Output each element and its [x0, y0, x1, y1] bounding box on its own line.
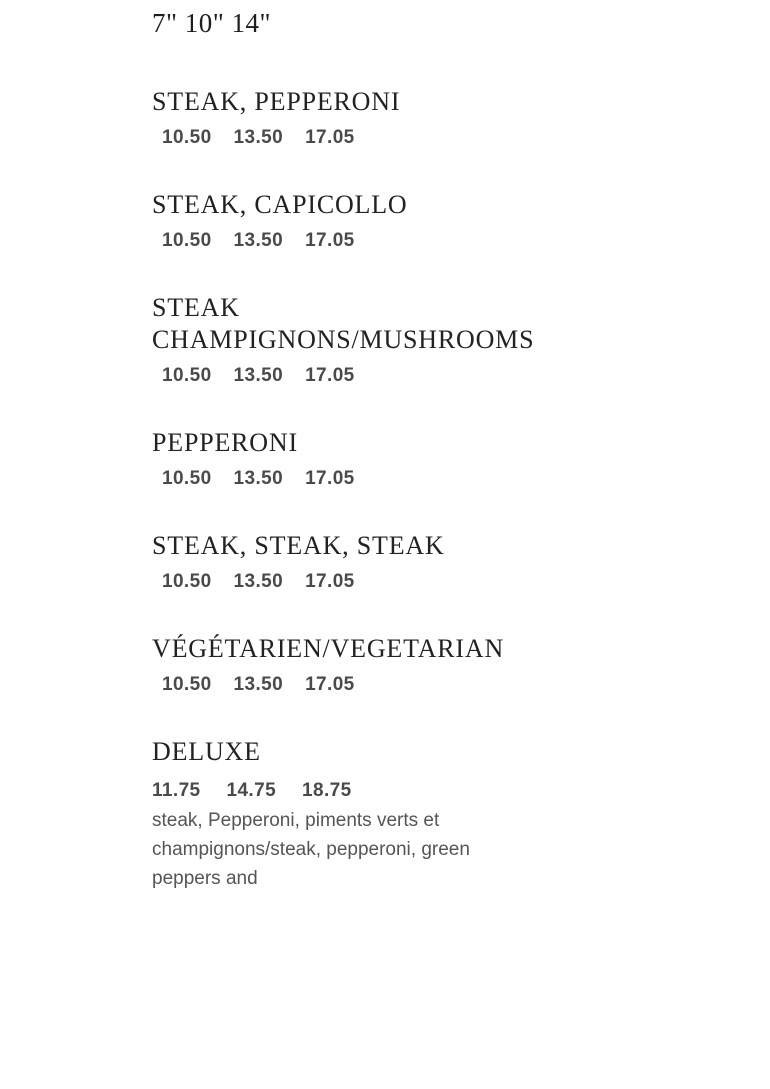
menu-item: [152, 633, 770, 696]
spacer: [152, 387, 770, 427]
spacer: [152, 490, 770, 530]
spacer: [152, 252, 770, 292]
price-small: 10.50: [162, 127, 212, 148]
menu-item: [152, 292, 770, 387]
price-large: 18.75: [302, 780, 352, 801]
menu-item-description: steak, Pepperoni, piments verts et champignons/steak, pepperoni, green peppers and: [152, 810, 470, 889]
price-medium: 13.50: [233, 571, 284, 592]
price-small: 10.50: [162, 571, 212, 592]
price-medium: 13.50: [233, 230, 284, 251]
spacer: [152, 40, 770, 86]
price-medium: 13.50: [233, 127, 284, 148]
price-large: 17.05: [305, 674, 355, 695]
menu-item-prices: [152, 665, 770, 696]
price-small: 11.75: [152, 780, 201, 801]
price-medium: 13.50: [233, 674, 284, 695]
price-small: 10.50: [162, 365, 212, 386]
price-large: 17.05: [305, 365, 355, 386]
menu-item-name: DELUXE: [152, 737, 261, 766]
menu-item-prices: [152, 459, 770, 490]
menu-item-prices: [152, 118, 770, 149]
menu-item-prices: [152, 221, 770, 252]
price-small: 10.50: [162, 674, 212, 695]
menu-item-prices: [152, 562, 770, 593]
menu-item: [152, 427, 770, 490]
price-medium: 14.75: [226, 780, 277, 801]
price-medium: 13.50: [233, 365, 284, 386]
menu-item: [152, 86, 770, 149]
price-large: 17.05: [305, 571, 355, 592]
menu-item-name: STEAK, PEPPERONI: [152, 87, 401, 116]
spacer: [152, 593, 770, 633]
menu-item: [152, 530, 770, 593]
price-small: 10.50: [162, 230, 212, 251]
menu-item: [152, 189, 770, 252]
spacer: [152, 696, 770, 736]
menu-item-prices: [152, 356, 770, 387]
price-large: 17.05: [305, 468, 355, 489]
price-small: 10.50: [162, 468, 212, 489]
price-large: 17.05: [305, 230, 355, 251]
spacer: [152, 149, 770, 189]
menu-item-name: STEAK, STEAK, STEAK: [152, 531, 445, 560]
menu-item: [152, 736, 770, 893]
price-large: 17.05: [305, 127, 355, 148]
menu-item-name: VÉGÉTARIEN/VEGETARIAN: [152, 634, 505, 663]
price-medium: 13.50: [233, 468, 284, 489]
menu-item-name: STEAK, CAPICOLLO: [152, 190, 408, 219]
menu-item-name: PEPPERONI: [152, 428, 298, 457]
menu-item-prices: [152, 768, 770, 802]
size-header: 7" 10" 14": [152, 8, 272, 38]
menu-item-name: STEAK CHAMPIGNONS/MUSHROOMS: [152, 293, 535, 354]
